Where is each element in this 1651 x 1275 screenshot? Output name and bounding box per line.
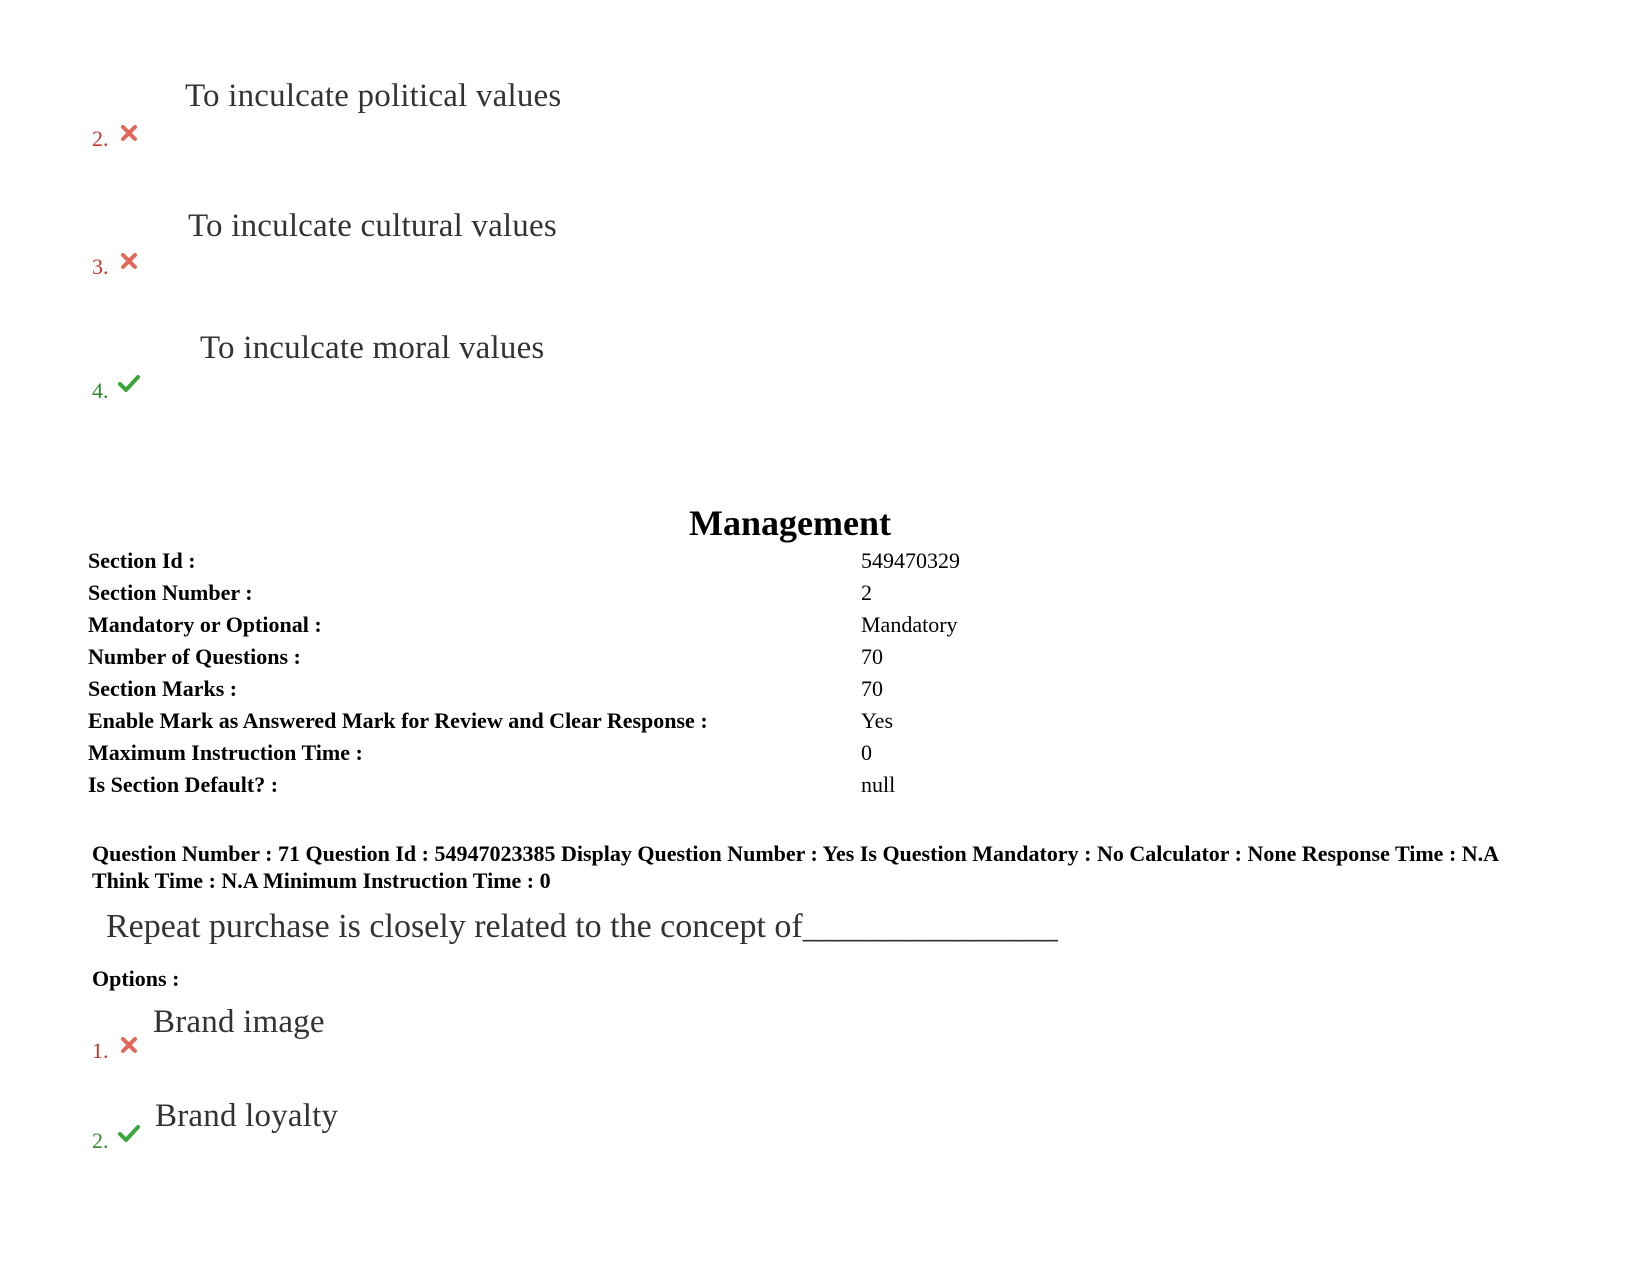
section-row-label: Section Marks : xyxy=(88,676,238,701)
section-row-value: Mandatory xyxy=(861,612,958,637)
question-meta: Question Number : 71 Question Id : 54947023385 Display Question Number : Yes Is Question Mandatory : No Calculator : None Response Time : N.A Think Time : N.A Minimum Instruction Time : 0 xyxy=(92,841,1498,893)
section-row-label: Maximum Instruction Time : xyxy=(88,740,363,765)
question-text: Repeat purchase is closely related to the concept of_______________ xyxy=(106,908,1058,945)
cross-icon xyxy=(120,252,138,270)
option-number-label: 4. xyxy=(92,378,109,403)
option-number-label: 2. xyxy=(92,126,109,151)
check-icon xyxy=(118,374,140,392)
option-text: To inculcate cultural values xyxy=(188,208,557,244)
section-row-value: 2 xyxy=(861,580,872,605)
option-number xyxy=(92,1038,138,1064)
section-row-label: Mandatory or Optional : xyxy=(88,612,322,637)
section-title: Management xyxy=(689,503,891,543)
option-number xyxy=(92,378,140,404)
option-number xyxy=(92,254,138,280)
options-label: Options : xyxy=(92,966,180,991)
option-number-label: 1. xyxy=(92,1038,109,1063)
option-text: Brand image xyxy=(153,1004,325,1040)
section-row-label: Number of Questions : xyxy=(88,644,301,669)
option-text: To inculcate moral values xyxy=(200,330,545,366)
option-number-label: 3. xyxy=(92,254,109,279)
section-row-value: null xyxy=(861,772,896,797)
section-row-label: Enable Mark as Answered Mark for Review and Clear Response : xyxy=(88,708,708,733)
section-row-label: Is Section Default? : xyxy=(88,772,279,797)
option-number xyxy=(92,1128,140,1154)
section-row-label: Section Id : xyxy=(88,548,196,573)
option-text: Brand loyalty xyxy=(155,1098,339,1134)
cross-icon xyxy=(120,124,138,142)
cross-icon xyxy=(120,1036,138,1054)
section-row-value: 549470329 xyxy=(861,548,960,573)
section-row-value: 0 xyxy=(861,740,872,765)
option-number xyxy=(92,126,138,152)
section-row-value: 70 xyxy=(861,676,883,701)
check-icon xyxy=(118,1124,140,1142)
option-number-label: 2. xyxy=(92,1128,109,1153)
section-row-value: Yes xyxy=(861,708,894,733)
option-text: To inculcate political values xyxy=(185,78,562,114)
section-row-value: 70 xyxy=(861,644,883,669)
section-row-label: Section Number : xyxy=(88,580,253,605)
